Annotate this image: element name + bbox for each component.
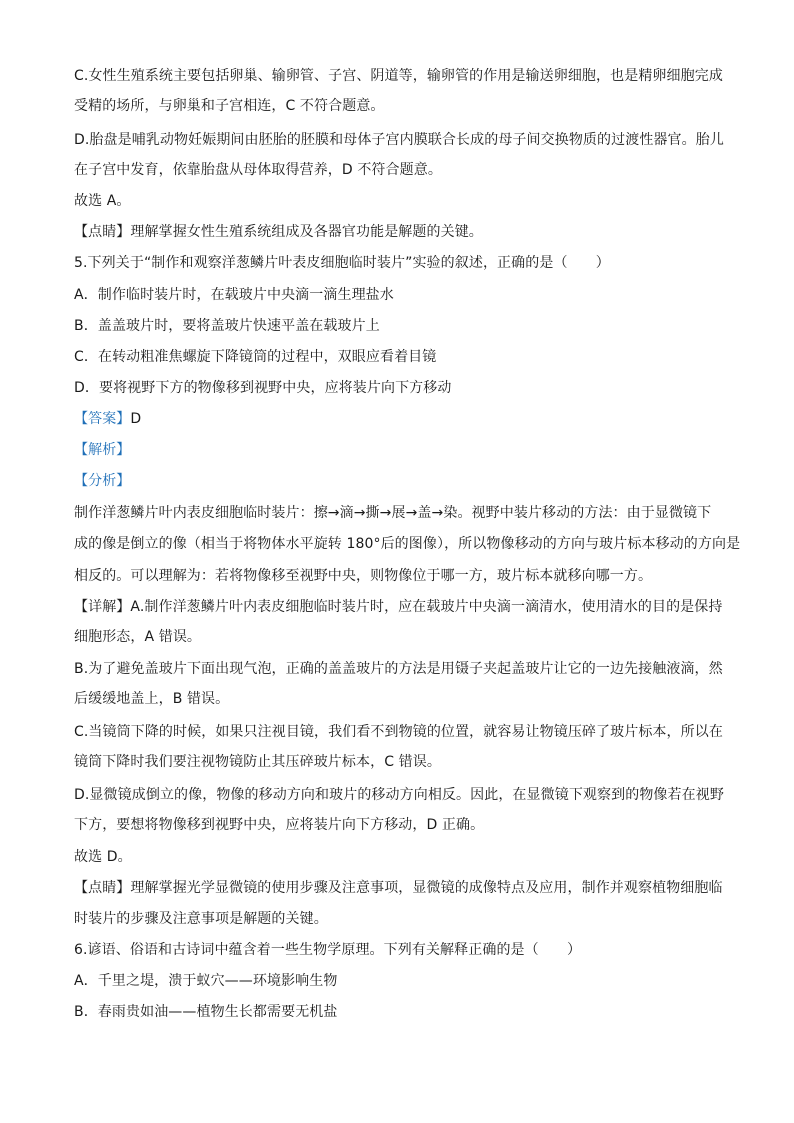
text-line: 镜筒下降时我们要注视物镜防止其压碎玻片标本，C 错误。 — [74, 754, 441, 770]
text-line: D.胎盘是哺乳动物妊娠期间由胚胎的胚膜和母体子宫内膜联合长成的母子间交换物质的过渡性器官。胎儿 — [74, 132, 724, 148]
text-line: 在子宫中发育，依靠胎盘从母体取得营养，D 不符合题意。 — [74, 162, 442, 178]
text-line: 时装片的步骤及注意事项是解题的关键。 — [74, 911, 328, 927]
analysis-subheading — [74, 471, 130, 491]
question-5-stem: 5.下列关于“制作和观察洋葱鳞片叶表皮细胞临时装片”实验的叙述，正确的是（ ） — [74, 255, 610, 271]
question-5-option-a: A．制作临时装片时，在载玻片中央滴一滴生理盐水 — [74, 287, 394, 303]
text-line: 故选 D。 — [74, 849, 132, 865]
question-5-option-d: D．要将视野下方的物像移到视野中央，应将装片向下方移动 — [74, 380, 452, 396]
question-5-option-c: C．在转动粗准焦螺旋下降镜筒的过程中，双眼应看着目镜 — [74, 349, 437, 365]
analysis-heading — [74, 440, 130, 460]
question-6-option-a: A．千里之堤，溃于蚁穴——环境影响生物 — [74, 973, 338, 989]
text-line: B.为了避免盖玻片下面出现气泡，正确的盖盖玻片的方法是用镊子夹起盖玻片让它的一边先接触液滴，然 — [74, 661, 723, 677]
detail-line: 【详解】A.制作洋葱鳞片叶内表皮细胞临时装片时，应在载玻片中央滴一滴清水，使用清水的目的是保持 — [74, 599, 723, 615]
text-line: D.显微镜成倒立的像，物像的移动方向和玻片的移动方向相反。因此，在显微镜下观察到的物像若在视野 — [74, 787, 724, 803]
section-tag: 【解析】 — [74, 442, 131, 458]
question-6-stem: 6.谚语、俗语和古诗词中蕴含着一些生物学原理。下列有关解释正确的是（ ） — [74, 942, 582, 958]
section-tag: 【答案】 — [74, 411, 131, 427]
answer-line: 【答案】D — [74, 411, 142, 427]
question-5-option-b: B．盖盖玻片时，要将盖玻片快速平盖在载玻片上 — [74, 318, 380, 334]
question-6-option-b: B．春雨贵如油——植物生长都需要无机盐 — [74, 1004, 338, 1020]
text-line: 相反的。可以理解为：若将物像移至视野中央，则物像位于哪一方，玻片标本就移向哪一方。 — [74, 568, 653, 584]
text-line: 后缓缓地盖上，B 错误。 — [74, 691, 230, 707]
text-line: 成的像是倒立的像（相当于将物体水平旋转 180°后的图像），所以物像移动的方向与玻片标本移动的方向是 — [74, 536, 741, 552]
text-line: 受精的场所，与卵巢和子宫相连，C 不符合题意。 — [74, 98, 385, 114]
text-line: 细胞形态，A 错误。 — [74, 629, 202, 645]
text-line: C.女性生殖系统主要包括卵巢、输卵管、子宫、阴道等，输卵管的作用是输送卵细胞，也是精卵细胞完成 — [74, 68, 723, 84]
section-tag: 【分析】 — [74, 473, 131, 489]
tip-line: 【点睛】理解掌握女性生殖系统组成及各器官功能是解题的关键。 — [74, 224, 483, 240]
text-line: 故选 A。 — [74, 193, 131, 209]
tip-line: 【点睛】理解掌握光学显微镜的使用步骤及注意事项，显微镜的成像特点及应用，制作并观察植物细胞临 — [74, 880, 723, 896]
text-line: 制作洋葱鳞片叶内表皮细胞临时装片：擦→滴→撕→展→盖→染。视野中装片移动的方法：由于显微镜下 — [74, 505, 712, 521]
text-line: C.当镜筒下降的时候，如果只注视目镜，我们看不到物镜的位置，就容易让物镜压碎了玻片标本，所以在 — [74, 724, 723, 740]
text-line: 下方，要想将物像移到视野中央，应将装片向下方移动，D 正确。 — [74, 817, 485, 833]
